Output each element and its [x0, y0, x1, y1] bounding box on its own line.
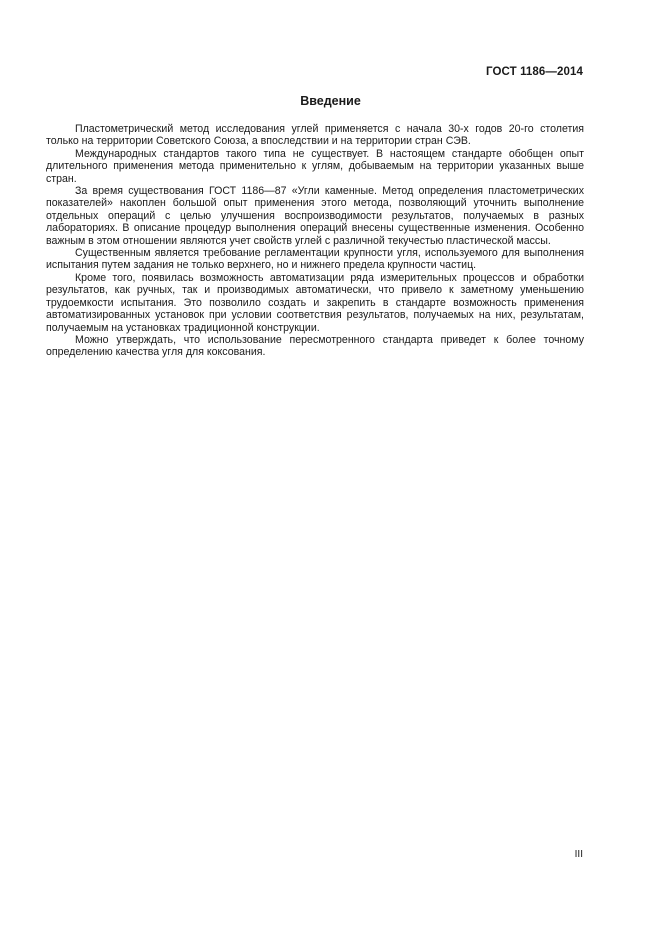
paragraph: Пластометрический метод исследования углей применяется с начала 30-х годов 20-го столетия только на территории Советского Союза, а впоследствии и на территории стран СЭВ.	[46, 123, 584, 148]
paragraph: Кроме того, появилась возможность автоматизации ряда измерительных процессов и обработки результатов, как ручных, так и производимых автоматически, что привело к заметному уменьшению трудоемкости испытания. Это позволило создать и закрепить в стандарте возможность применения автоматизированных установок при условии соответствия результатов, получаемых на них, результатам, получаемым на установках традиционной конструкции.	[46, 271, 584, 334]
paragraph: Существенным является требование регламентации крупности угля, используемого для выполнения испытания путем задания не только верхнего, но и нижнего предела крупности частиц.	[46, 247, 584, 272]
introduction-body	[46, 123, 584, 359]
paragraph: За время существования ГОСТ 1186—87 «Угли каменные. Метод определения пластометрических показателей» накоплен большой опыт применения этого метода, позволяющий уточнить выполнение отдельных операций с целью улучшения воспроизводимости результатов, получаемых в разных лабораториях. В описание процедур выполнения операций внесены существенные изменения. Особенно важным в этом отношении являются учет свойств углей с различной текучестью пластической массы.	[46, 185, 584, 247]
paragraph: Международных стандартов такого типа не существует. В настоящем стандарте обобщен опыт длительного применения метода применительно к углям, добываемым на территории указанных выше стран.	[46, 147, 584, 185]
page-number: III	[574, 849, 583, 860]
paragraph: Можно утверждать, что использование пересмотренного стандарта приведет к более точному определению качества угля для коксования.	[46, 333, 584, 359]
document-code: ГОСТ 1186—2014	[486, 66, 583, 78]
section-title: Введение	[300, 94, 361, 108]
